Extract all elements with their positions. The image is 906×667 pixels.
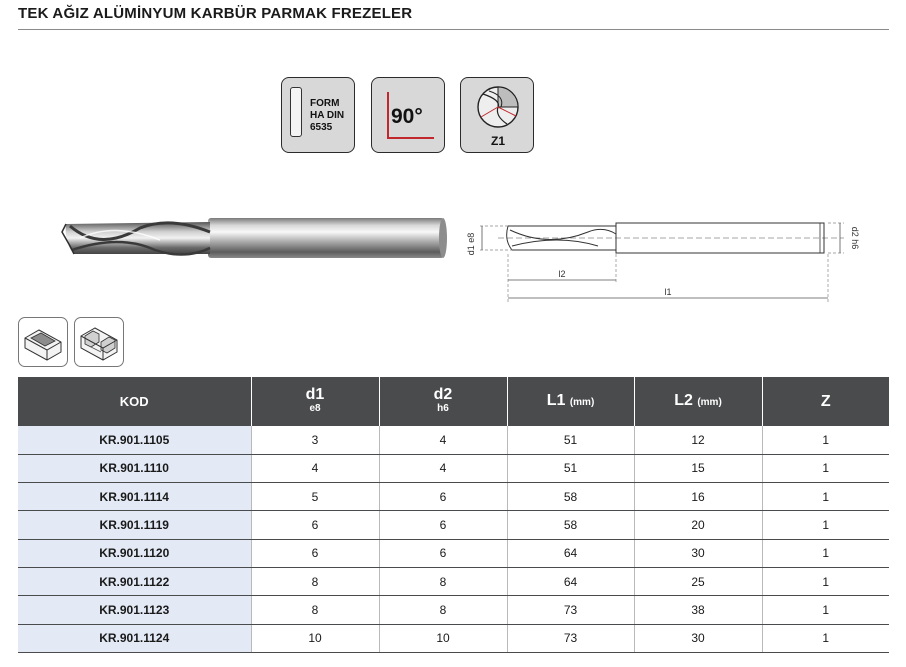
cell-kod: KR.901.1122	[18, 567, 251, 595]
cell-z: 1	[762, 539, 889, 567]
column-header-kod	[18, 377, 251, 426]
cell-d1: 8	[251, 596, 379, 624]
standard-label: HA DIN	[310, 110, 345, 121]
header-d2-text: d2	[433, 385, 453, 403]
table-row	[18, 567, 889, 595]
slot-milling-shape	[19, 318, 67, 366]
table-row	[18, 483, 889, 511]
cell-z: 1	[762, 567, 889, 595]
header-l1-unit: (mm)	[569, 396, 595, 408]
single-flute-icon	[461, 78, 535, 134]
cell-kod: KR.901.1123	[18, 596, 251, 624]
cell-kod: KR.901.1124	[18, 624, 251, 652]
cell-l2: 25	[634, 567, 762, 595]
header-d2-tolerance: h6	[437, 402, 449, 414]
cell-l2: 30	[634, 539, 762, 567]
cell-z: 1	[762, 624, 889, 652]
table-row	[18, 596, 889, 624]
cell-d1: 3	[251, 426, 379, 454]
header-z-text: Z	[820, 392, 831, 410]
shank-form-text	[310, 98, 344, 134]
page-title: TEK AĞIZ ALÜMİNYUM KARBÜR PARMAK FREZELER	[18, 5, 413, 22]
title-divider	[18, 29, 889, 30]
cell-d2: 8	[379, 567, 507, 595]
cell-l1: 51	[507, 426, 634, 454]
cell-l1: 64	[507, 539, 634, 567]
cell-l2: 15	[634, 454, 762, 482]
cell-l1: 73	[507, 624, 634, 652]
l2-dimension-label: l2	[558, 269, 566, 279]
table-row	[18, 539, 889, 567]
column-header-d2	[379, 377, 507, 426]
cell-l1: 58	[507, 483, 634, 511]
pocket-milling-icon	[74, 317, 124, 367]
table-body	[18, 426, 889, 652]
standard-number: 6535	[310, 122, 333, 133]
header-l2-unit: (mm)	[697, 396, 722, 408]
shank-form-badge	[281, 77, 355, 153]
flute-count-badge	[460, 77, 534, 153]
cell-d2: 4	[379, 454, 507, 482]
table-header-row	[18, 377, 889, 426]
table-row	[18, 426, 889, 454]
cell-l2: 30	[634, 624, 762, 652]
cell-d1: 10	[251, 624, 379, 652]
cell-d2: 6	[379, 539, 507, 567]
cell-l2: 20	[634, 511, 762, 539]
l1-dimension-label: l1	[664, 287, 672, 297]
cell-kod: KR.901.1119	[18, 511, 251, 539]
cell-z: 1	[762, 511, 889, 539]
angle-badge	[371, 77, 445, 153]
cell-l2: 38	[634, 596, 762, 624]
end-mill-photo	[60, 212, 452, 264]
cell-l1: 51	[507, 454, 634, 482]
shank-icon	[290, 87, 302, 137]
cell-kod: KR.901.1110	[18, 454, 251, 482]
d2-dimension-label: d2 h6	[850, 226, 860, 250]
form-label: FORM	[310, 98, 340, 109]
header-d1-tolerance: e8	[309, 402, 321, 414]
cell-l2: 16	[634, 483, 762, 511]
cell-d2: 4	[379, 426, 507, 454]
cell-z: 1	[762, 596, 889, 624]
cell-d2: 8	[379, 596, 507, 624]
cell-d1: 5	[251, 483, 379, 511]
cell-l2: 12	[634, 426, 762, 454]
cell-d1: 4	[251, 454, 379, 482]
product-spec-table	[18, 377, 889, 653]
cell-l1: 58	[507, 511, 634, 539]
table-row	[18, 511, 889, 539]
cell-d2: 6	[379, 483, 507, 511]
d1-dimension-label: d1 e8	[466, 232, 476, 256]
flute-count-value: Z1	[490, 134, 505, 148]
header-l2-text: L2	[674, 391, 693, 409]
cell-l1: 73	[507, 596, 634, 624]
header-d1-text: d1	[305, 385, 325, 403]
slot-milling-icon	[18, 317, 68, 367]
table-row	[18, 454, 889, 482]
cell-z: 1	[762, 454, 889, 482]
pocket-milling-shape	[75, 318, 123, 366]
end-mill-dimension-drawing	[468, 214, 868, 304]
cell-d2: 10	[379, 624, 507, 652]
cell-d2: 6	[379, 511, 507, 539]
column-header-l1	[507, 377, 634, 426]
table-row	[18, 624, 889, 652]
cell-d1: 8	[251, 567, 379, 595]
cell-z: 1	[762, 483, 889, 511]
column-header-z	[762, 377, 889, 426]
cell-l1: 64	[507, 567, 634, 595]
cell-d1: 6	[251, 539, 379, 567]
header-kod-text: KOD	[119, 393, 149, 409]
cell-d1: 6	[251, 511, 379, 539]
cell-kod: KR.901.1114	[18, 483, 251, 511]
angle-value: 90°	[391, 105, 423, 128]
cell-kod: KR.901.1120	[18, 539, 251, 567]
cell-z: 1	[762, 426, 889, 454]
column-header-d1	[251, 377, 379, 426]
header-l1-text: L1	[546, 391, 566, 409]
cell-kod: KR.901.1105	[18, 426, 251, 454]
column-header-l2	[634, 377, 762, 426]
